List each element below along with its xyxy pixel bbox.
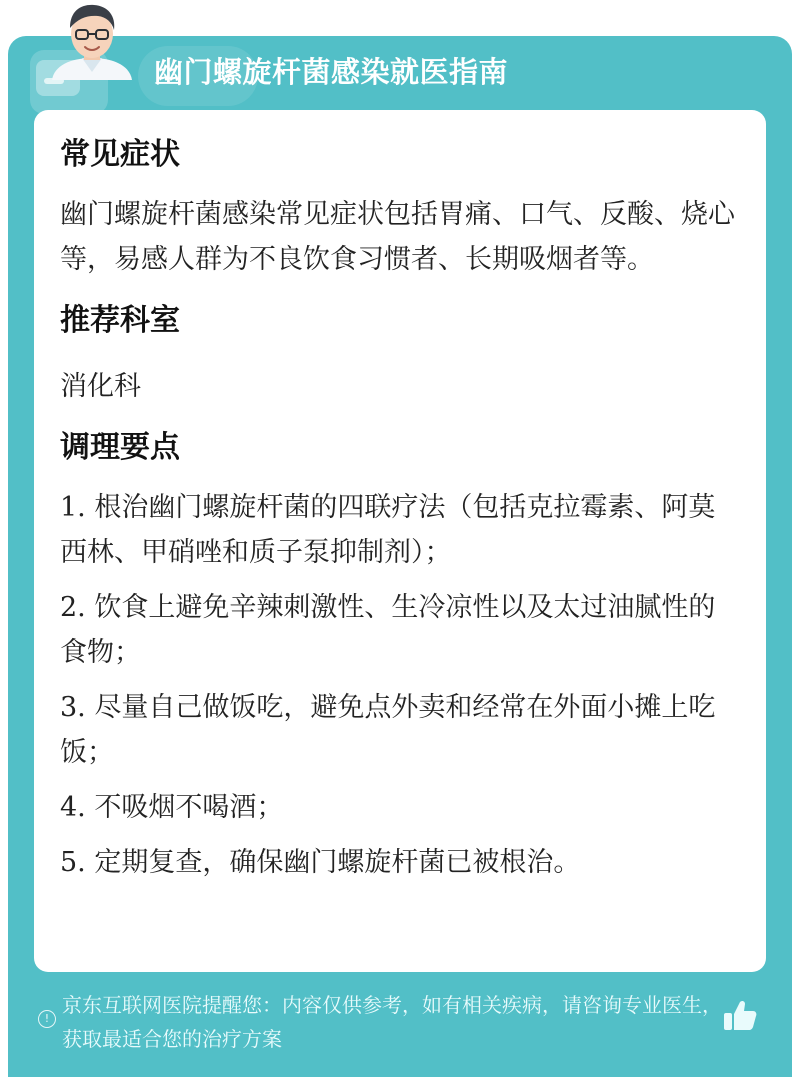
content-body — [60, 134, 740, 895]
list-item-text: 不吸烟不喝酒； — [94, 792, 284, 823]
care-list — [60, 485, 740, 885]
content-panel — [34, 110, 766, 972]
symptoms-text: 幽门螺旋杆菌感染常见症状包括胃痛、口气、反酸、烧心等，易感人群为不良饮食习惯者、长期吸烟者等。 — [60, 199, 735, 275]
list-item — [60, 785, 740, 830]
info-circle-icon: ! — [38, 1010, 56, 1028]
list-item-text: 饮食上避免辛辣刺激性、生冷凉性以及太过油腻性的食物； — [60, 592, 716, 668]
disclaimer-text: 京东互联网医院提醒您：内容仅供参考，如有相关疾病，请咨询专业医生，获取最适合您的治疗方案 — [62, 993, 722, 1051]
list-item-number: 4. — [60, 792, 86, 823]
department-heading: 推荐科室 — [60, 303, 180, 338]
doctor-avatar — [42, 0, 142, 80]
list-item-number: 1. — [60, 492, 86, 523]
list-item-number: 5. — [60, 847, 86, 878]
list-item — [60, 585, 740, 675]
list-item-number: 3. — [60, 692, 86, 723]
list-item — [60, 485, 740, 575]
guide-card — [8, 36, 792, 1077]
list-item-text: 尽量自己做饭吃，避免点外卖和经常在外面小摊上吃饭； — [60, 692, 716, 768]
care-heading: 调理要点 — [60, 430, 180, 465]
list-item — [60, 840, 740, 885]
list-item-text: 根治幽门螺旋杆菌的四联疗法（包括克拉霉素、阿莫西林、甲硝唑和质子泵抑制剂）； — [60, 492, 716, 568]
page-title: 幽门螺旋杆菌感染就医指南 — [154, 55, 509, 89]
list-item — [60, 685, 740, 775]
list-item-text: 定期复查，确保幽门螺旋杆菌已被根治。 — [94, 847, 581, 878]
department-text: 消化科 — [60, 371, 141, 402]
thumbs-up-icon[interactable] — [720, 996, 760, 1036]
list-item-number: 2. — [60, 592, 86, 623]
symptoms-heading: 常见症状 — [60, 137, 180, 172]
